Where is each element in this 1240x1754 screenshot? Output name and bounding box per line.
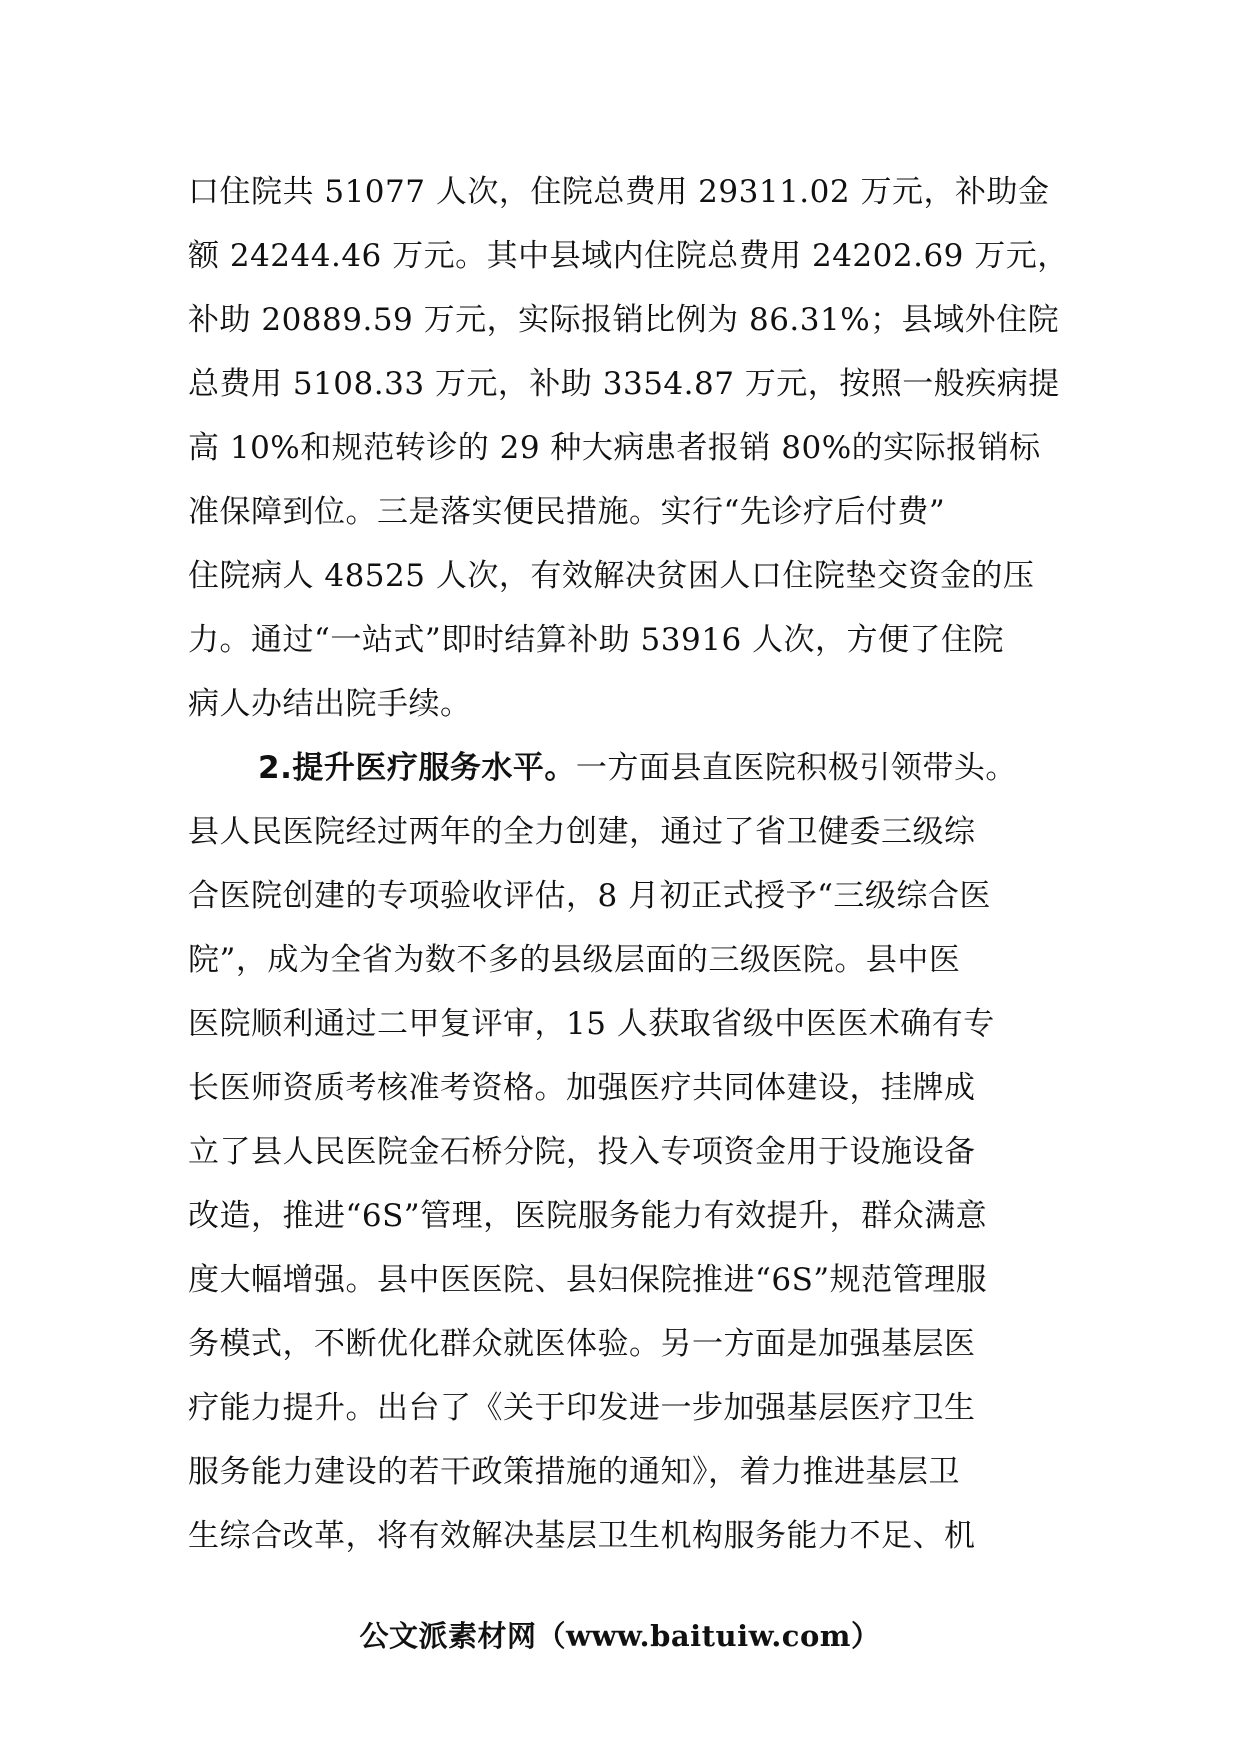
text-line: 县人民医院经过两年的全力创建，通过了省卫健委三级综 (188, 814, 976, 850)
text-line: 立了县人民医院金石桥分院，投入专项资金用于设施设备 (188, 1134, 976, 1170)
text-line: 病人办结出院手续。 (188, 686, 472, 722)
heading-line-rest: 一方面县直医院积极引领带头。 (575, 750, 1017, 786)
paragraph-first-line (188, 736, 1068, 800)
text-line: 服务能力建设的若干政策措施的通知》，着力推进基层卫 (188, 1454, 960, 1490)
text-line: 改造，推进“6S”管理，医院服务能力有效提升，群众满意 (188, 1198, 988, 1234)
text-line: 总费用 5108.33 万元，补助 3354.87 万元，按照一般疾病提 (188, 366, 1060, 402)
text-line: 高 10%和规范转诊的 29 种大病患者报销 80%的实际报销标 (188, 430, 1041, 466)
text-line: 长医师资质考核准考资格。加强医疗共同体建设，挂牌成 (188, 1070, 976, 1106)
body-text (188, 160, 1068, 1568)
text-line: 补助 20889.59 万元，实际报销比例为 86.31%；县域外住院 (188, 302, 1060, 338)
text-line: 额 24244.46 万元。其中县域内住院总费用 24202.69 万元， (188, 238, 1069, 274)
text-line: 口住院共 51077 人次，住院总费用 29311.02 万元，补助金 (188, 174, 1050, 210)
text-line: 住院病人 48525 人次，有效解决贫困人口住院垫交资金的压 (188, 558, 1035, 594)
text-line: 合医院创建的专项验收评估，8 月初正式授予“三级综合医 (188, 878, 991, 914)
text-line: 务模式，不断优化群众就医体验。另一方面是加强基层医 (188, 1326, 976, 1362)
text-line: 度大幅增强。县中医医院、县妇保院推进“6S”规范管理服 (188, 1262, 988, 1298)
footer-source-text: 公文派素材网（www.baituiw.com） (359, 1619, 881, 1653)
text-line: 疗能力提升。出台了《关于印发进一步加强基层医疗卫生 (188, 1390, 976, 1426)
text-line: 医院顺利通过二甲复评审，15 人获取省级中医医术确有专 (188, 1006, 995, 1042)
text-line: 准保障到位。三是落实便民措施。实行“先诊疗后付费” (188, 494, 946, 530)
text-line: 生综合改革，将有效解决基层卫生机构服务能力不足、机 (188, 1518, 976, 1554)
text-line: 院”，成为全省为数不多的县级层面的三级医院。县中医 (188, 942, 961, 978)
text-line: 力。通过“一站式”即时结算补助 53916 人次，方便了住院 (188, 622, 1005, 658)
section-heading: 2.提升医疗服务水平。 (258, 750, 576, 786)
